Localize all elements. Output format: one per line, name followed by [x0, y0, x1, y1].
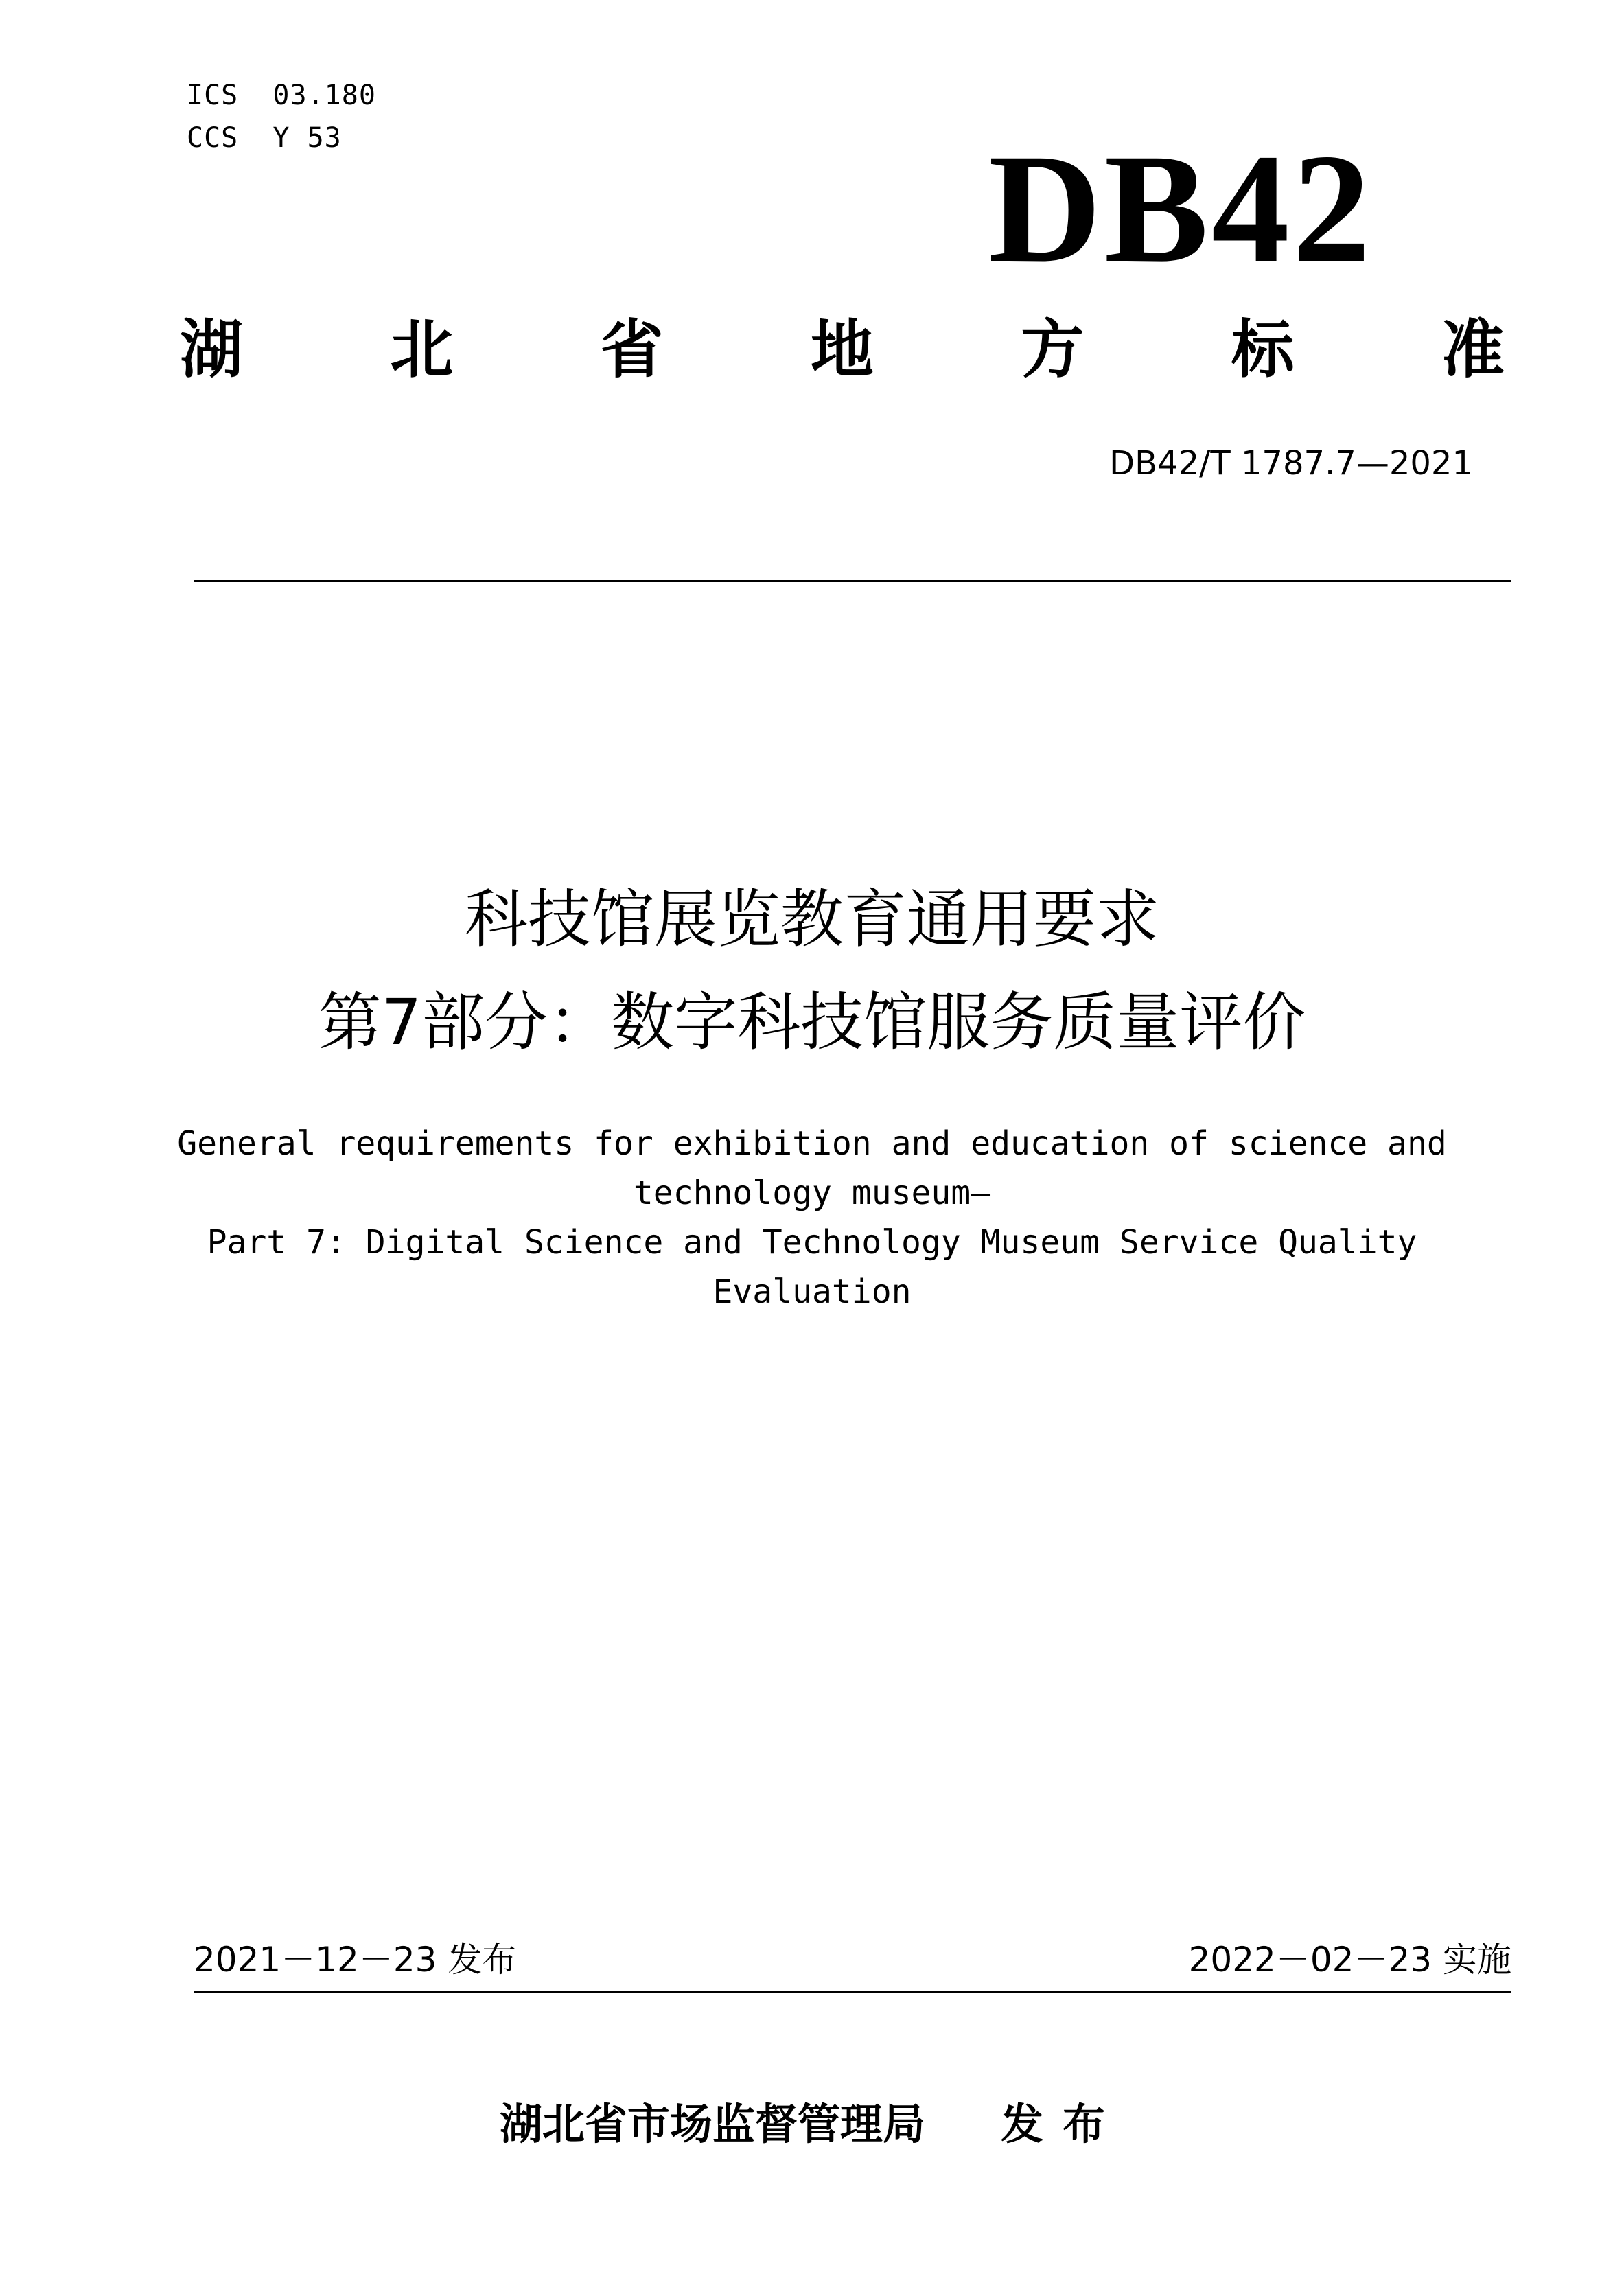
- title-zh-line1: 科技馆展览教育通用要求: [464, 883, 1159, 956]
- implementation-date: 2022－02－23 实施: [1188, 1940, 1511, 1980]
- standard-type-heading: [180, 312, 1505, 388]
- standard-type-char: 省: [600, 313, 664, 386]
- top-divider: [194, 580, 1511, 582]
- title-en-line2: technology museum—: [633, 1174, 991, 1212]
- standard-type-char: 标: [1231, 313, 1295, 386]
- standard-type-char: 方: [1021, 313, 1084, 386]
- standard-type-char: 准: [1441, 313, 1505, 386]
- title-en-line1: General requirements for exhibition and education of science and: [177, 1124, 1447, 1163]
- title-en-line3: Part 7: Digital Science and Technology Museum Service Quality: [207, 1223, 1417, 1262]
- standard-type-char: 湖: [180, 313, 244, 386]
- issue-date: 2021－12－23 发布: [194, 1940, 517, 1980]
- standard-type-char: 北: [390, 313, 454, 386]
- issuer-name: 湖北省市场监督管理局: [499, 2099, 925, 2149]
- standard-type-char: 地: [810, 313, 874, 386]
- ics-code: ICS 03.180: [187, 80, 376, 111]
- issuer-line: [0, 2097, 1624, 2152]
- issuer-action: 发布: [1001, 2099, 1125, 2149]
- title-en-line4: Evaluation: [712, 1273, 912, 1311]
- db42-logo: DB42: [988, 122, 1373, 295]
- bottom-divider: [194, 1991, 1511, 1993]
- title-zh-line2: 第7部分：数字科技馆服务质量评价: [318, 986, 1306, 1059]
- standard-number: DB42/T 1787.7—2021: [1109, 444, 1473, 483]
- ccs-code: CCS Y 53: [187, 122, 342, 154]
